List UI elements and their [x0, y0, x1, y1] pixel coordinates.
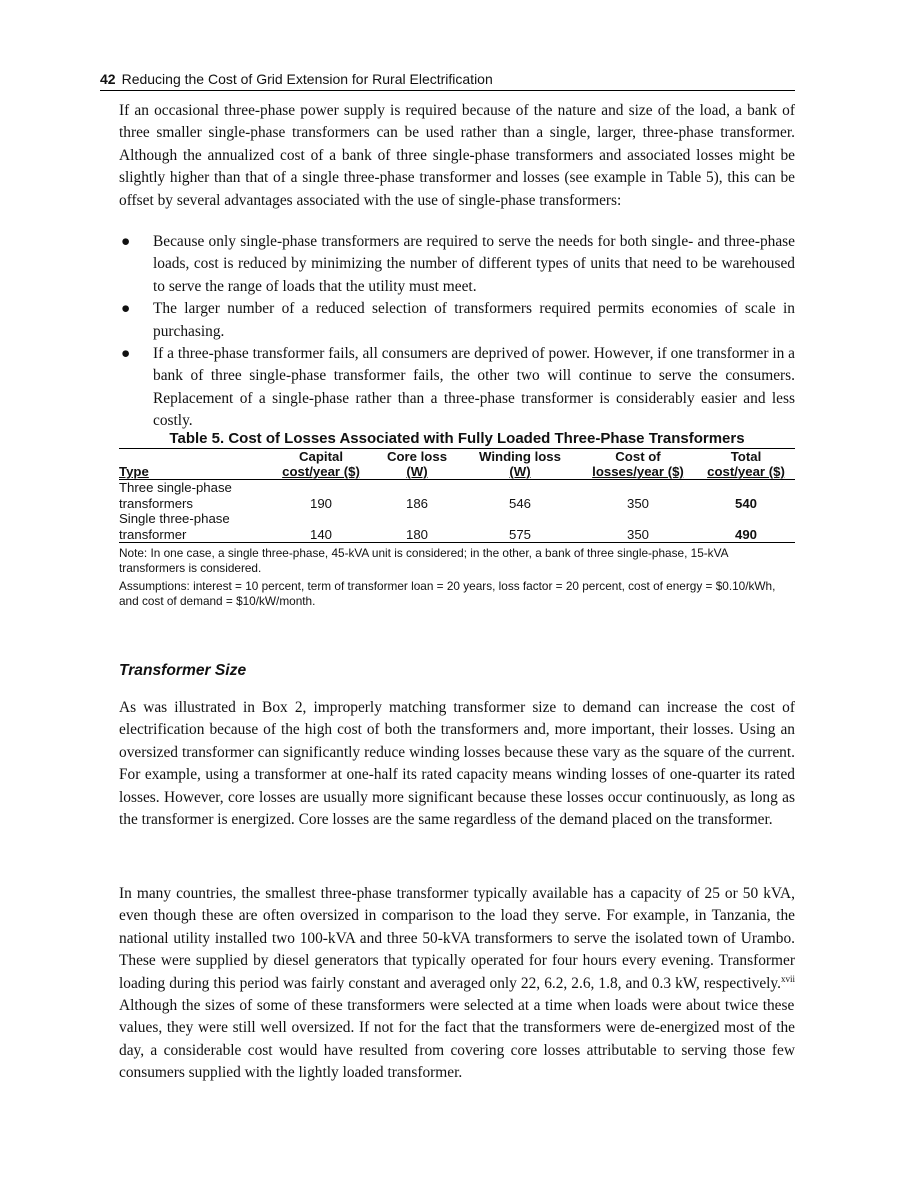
bullet-icon: ● [121, 300, 131, 318]
winding-loss-cell: 546 [508, 495, 531, 511]
page-number: 42 [100, 71, 116, 87]
header-cell: Type [119, 464, 149, 479]
header-cell: Capital [269, 449, 373, 465]
header-cell [119, 449, 269, 465]
core-loss-cell: 180 [373, 527, 461, 543]
section-paragraph-2 [119, 883, 795, 1085]
type-cell: Three single-phase [119, 480, 269, 496]
list-item-text: The larger number of a reduced selection of transformers required permits economies of scale in purchasing. [153, 300, 795, 340]
header-cell: (W) [509, 464, 531, 479]
running-title: Reducing the Cost of Grid Extension for Rural Electrification [121, 71, 493, 87]
table-row [119, 480, 795, 496]
header-cell: cost/year ($) [282, 464, 360, 479]
type-cell: transformer [119, 527, 269, 543]
cost-of-losses-cell: 350 [579, 527, 697, 543]
header-cell: Total [697, 449, 795, 465]
advantages-list [119, 231, 795, 433]
cost-table-block [119, 430, 795, 609]
header-cell: (W) [406, 464, 428, 479]
list-item [119, 231, 795, 298]
section-heading: Transformer Size [119, 662, 247, 679]
list-item [119, 298, 795, 343]
table-row [119, 527, 795, 543]
bullet-icon: ● [121, 233, 131, 250]
table-note: Note: In one case, a single three-phase, 45-kVA unit is considered; in the other, a bank of three single-phase, 15-kVA transformers is considered. [119, 546, 728, 575]
type-cell: Single three-phase [119, 511, 230, 526]
header-cell: Core loss [373, 449, 461, 465]
table-row [119, 496, 795, 512]
header-rule [100, 90, 795, 91]
winding-loss-cell: 575 [461, 527, 579, 543]
table-title: Table 5. Cost of Losses Associated with Fully Loaded Three-Phase Transformers [169, 430, 745, 447]
table-assumptions: Assumptions: interest = 10 percent, term of transformer loan = 20 years, loss factor = 20 percent, cost of energy = $0.10/kWh, and cost of demand = $10/kW/month. [119, 579, 776, 608]
running-header [100, 71, 795, 88]
header-cell: Cost of [579, 449, 697, 465]
cost-table [119, 448, 795, 543]
table-row [119, 511, 795, 527]
list-item-text: Because only single-phase transformers are required to serve the needs for both single- and three-phase loads, cost is reduced by minimizing the number of different types of units that need to be warehoused to serve the range of loads that the utility must meet. [153, 233, 795, 295]
list-item [119, 343, 795, 433]
cost-of-losses-cell: 350 [626, 495, 649, 511]
total-cell: 490 [697, 527, 795, 543]
core-loss-cell: 186 [405, 495, 428, 511]
total-cell: 540 [734, 495, 757, 511]
intro-paragraph: If an occasional three-phase power supply is required because of the nature and size of the load, a bank of three smaller single-phase transformers can be used rather than a single, larger, three-phase transformer. Although the annualized cost of a bank of three single-phase transformers and associated losses might be slightly higher than that of a single three-phase transformer and losses (see example in Table 5), this can be offset by several advantages associated with the use of single-phase transformers: [119, 102, 795, 209]
bullet-icon: ● [121, 345, 131, 363]
capital-cell: 140 [269, 527, 373, 543]
header-cell: cost/year ($) [707, 464, 785, 479]
header-cell: losses/year ($) [592, 464, 684, 479]
type-cell: transformers [119, 495, 194, 511]
table-header-row [119, 464, 795, 480]
paragraph-text: Although the sizes of some of these transformers were selected at a time when loads were about twice these values, they were still well oversized. If not for the fact that the transformers were de-energized most of the day, a considerable cost would have resulted from covering core losses attributable to serving those few consumers supplied with the lightly loaded transformer. [119, 997, 795, 1082]
section-paragraph-1: As was illustrated in Box 2, improperly matching transformer size to demand can increase the cost of electrification because of the high cost of both the transformers and, more important, their losses. Using an oversized transformer can significantly reduce winding losses because these vary as the square of the current. For example, using a transformer at one-half its rated capacity means winding losses of one-quarter its rated losses. However, core losses are usually more significant because these losses occur continuously, as long as the transformer is energized. Core losses are the same regardless of the demand placed on the transformer. [119, 699, 795, 829]
header-cell: Winding loss [461, 449, 579, 465]
footnote-marker[interactable]: xvii [780, 973, 795, 984]
list-item-text: If a three-phase transformer fails, all consumers are deprived of power. However, if one transformer in a bank of three single-phase transformer fails, the other two will continue to serve the consumers. Replacement of a single-phase rather than a three-phase transformer is considerably easier and less costly. [153, 345, 795, 430]
table-header-row [119, 449, 795, 465]
paragraph-text: In many countries, the smallest three-phase transformer typically available has a capacity of 25 or 50 kVA, even though these are often oversized in comparison to the load they serve. For example, in Tanzania, the national utility installed two 100-kVA and three 50-kVA transformers to serve the isolated town of Urambo. These were supplied by diesel generators that typically operated for four hours every evening. Transformer loading during this period was fairly constant and averaged only 22, 6.2, 2.6, 1.8, and 0.3 kW, respectively. [119, 885, 795, 992]
capital-cell: 190 [309, 495, 332, 511]
